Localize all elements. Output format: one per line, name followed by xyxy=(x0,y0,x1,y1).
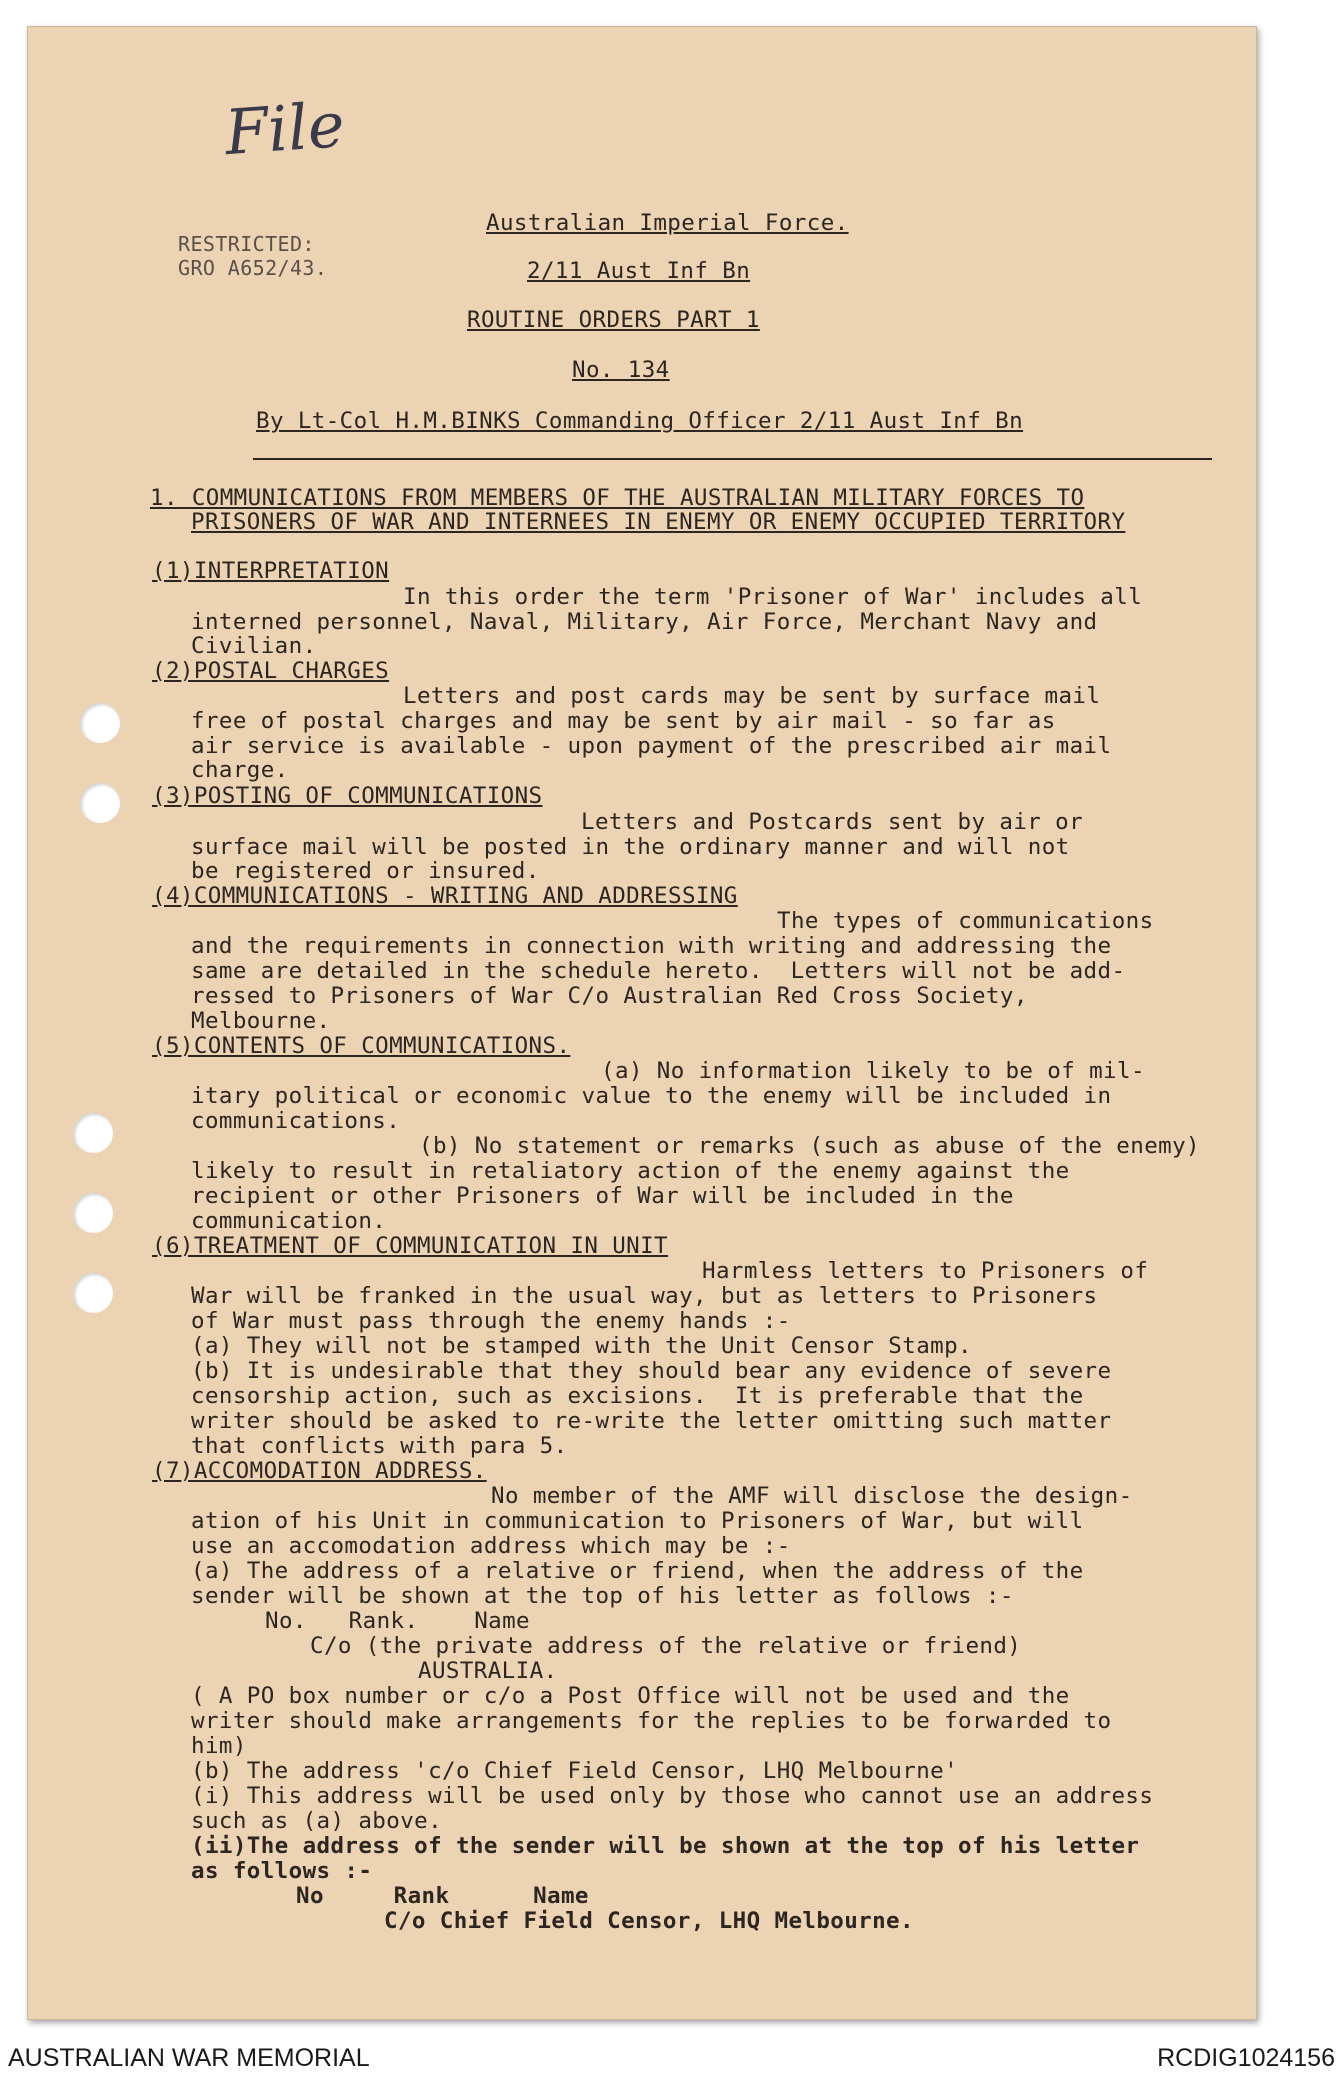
body-line: (a) They will not be stamped with the Unit Censor Stamp. xyxy=(191,1333,972,1359)
heading-interpretation: (1)INTERPRETATION xyxy=(152,558,390,584)
body-line: (ii)The address of the sender will be shown at the top of his letter xyxy=(191,1833,1140,1859)
punch-hole xyxy=(73,1113,113,1153)
heading-posting: (3)POSTING OF COMMUNICATIONS xyxy=(152,783,543,809)
body-line: censorship action, such as excisions. It is preferable that the xyxy=(191,1383,1084,1409)
body-line: such as (a) above. xyxy=(191,1808,443,1834)
body-line: of War must pass through the enemy hands :- xyxy=(191,1308,791,1334)
body-line: C/o (the private address of the relative or friend) xyxy=(310,1633,1022,1659)
heading-accomodation: (7)ACCOMODATION ADDRESS. xyxy=(152,1458,487,1484)
header-orders: ROUTINE ORDERS PART 1 xyxy=(467,307,760,333)
body-line: (b) No statement or remarks (such as abuse of the enemy) xyxy=(419,1133,1200,1159)
body-line: writer should be asked to re-write the letter omitting such matter xyxy=(191,1408,1112,1434)
heading-contents: (5)CONTENTS OF COMMUNICATIONS. xyxy=(152,1033,571,1059)
header-number: No. 134 xyxy=(572,357,670,383)
header-by: By Lt-Col H.M.BINKS Commanding Officer 2/11 Aust Inf Bn xyxy=(256,408,1024,434)
body-line: that conflicts with para 5. xyxy=(191,1433,568,1459)
body-line: same are detailed in the schedule hereto. Letters will not be add- xyxy=(191,958,1126,984)
punch-hole xyxy=(80,783,120,823)
body-line: interned personnel, Naval, Military, Air Force, Merchant Navy and xyxy=(191,609,1098,635)
body-line: ( A PO box number or c/o a Post Office will not be used and the xyxy=(191,1683,1070,1709)
body-line: air service is available - upon payment of the prescribed air mail xyxy=(191,733,1112,759)
section-title-line-1: 1. COMMUNICATIONS FROM MEMBERS OF THE AUSTRALIAN MILITARY FORCES TO xyxy=(150,485,1085,511)
body-line: The types of communications xyxy=(777,908,1154,934)
body-line: Letters and Postcards sent by air or xyxy=(581,809,1084,835)
punch-hole xyxy=(80,703,120,743)
body-line: communications. xyxy=(191,1108,401,1134)
handwritten-annotation: File xyxy=(222,87,347,170)
body-line: (a) The address of a relative or friend, when the address of the xyxy=(191,1558,1084,1584)
header-unit: 2/11 Aust Inf Bn xyxy=(527,258,751,284)
body-line: No member of the AMF will disclose the design- xyxy=(491,1483,1133,1509)
body-line: War will be franked in the usual way, but as letters to Prisoners xyxy=(191,1283,1098,1309)
punch-hole xyxy=(73,1193,113,1233)
body-line: (a) No information likely to be of mil- xyxy=(601,1058,1145,1084)
body-line: as follows :- xyxy=(191,1858,373,1884)
restriction-label: RESTRICTED: xyxy=(178,232,315,256)
body-line: free of postal charges and may be sent by air mail - so far as xyxy=(191,708,1056,734)
body-line: charge. xyxy=(191,757,289,783)
body-line: recipient or other Prisoners of War will be included in the xyxy=(191,1183,1014,1209)
body-line: Letters and post cards may be sent by surface mail xyxy=(403,683,1101,709)
body-line: ation of his Unit in communication to Prisoners of War, but will xyxy=(191,1508,1084,1534)
header-org: Australian Imperial Force. xyxy=(486,210,849,236)
body-line: Harmless letters to Prisoners of xyxy=(702,1258,1149,1284)
body-line: (b) It is undesirable that they should bear any evidence of severe xyxy=(191,1358,1112,1384)
body-line: ressed to Prisoners of War C/o Australian Red Cross Society, xyxy=(191,983,1028,1009)
body-line: and the requirements in connection with writing and addressing the xyxy=(191,933,1112,959)
body-line: sender will be shown at the top of his letter as follows :- xyxy=(191,1583,1014,1609)
body-line: writer should make arrangements for the replies to be forwarded to xyxy=(191,1708,1112,1734)
body-line: No Rank Name xyxy=(296,1883,589,1909)
body-line: use an accomodation address which may be :- xyxy=(191,1533,791,1559)
body-line: surface mail will be posted in the ordinary manner and will not xyxy=(191,834,1070,860)
body-line: Civilian. xyxy=(191,633,317,659)
section-title-line-2: PRISONERS OF WAR AND INTERNEES IN ENEMY OR ENEMY OCCUPIED TERRITORY xyxy=(191,509,1126,535)
body-line: itary political or economic value to the enemy will be included in xyxy=(191,1083,1112,1109)
body-line: be registered or insured. xyxy=(191,858,540,884)
body-line: (b) The address 'c/o Chief Field Censor, LHQ Melbourne' xyxy=(191,1758,959,1784)
heading-writing-addressing: (4)COMMUNICATIONS - WRITING AND ADDRESSING xyxy=(152,883,738,909)
body-line: (i) This address will be used only by those who cannot use an address xyxy=(191,1783,1154,1809)
divider xyxy=(253,458,1212,460)
body-line: C/o Chief Field Censor, LHQ Melbourne. xyxy=(384,1908,914,1934)
heading-treatment: (6)TREATMENT OF COMMUNICATION IN UNIT xyxy=(152,1233,669,1259)
body-line: In this order the term 'Prisoner of War' includes all xyxy=(403,584,1143,610)
body-line: him) xyxy=(191,1733,247,1759)
footer-catalog-id: RCDIG1024156 xyxy=(1157,2044,1335,2072)
footer-institution: AUSTRALIAN WAR MEMORIAL xyxy=(8,2044,370,2072)
body-line: AUSTRALIA. xyxy=(418,1658,558,1684)
body-line: likely to result in retaliatory action of the enemy against the xyxy=(191,1158,1070,1184)
restriction-ref: GRO A652/43. xyxy=(178,256,328,280)
body-line: Melbourne. xyxy=(191,1008,331,1034)
body-line: communication. xyxy=(191,1208,387,1234)
punch-hole xyxy=(73,1273,113,1313)
body-line: No. Rank. Name xyxy=(265,1608,530,1634)
heading-postal-charges: (2)POSTAL CHARGES xyxy=(152,658,390,684)
